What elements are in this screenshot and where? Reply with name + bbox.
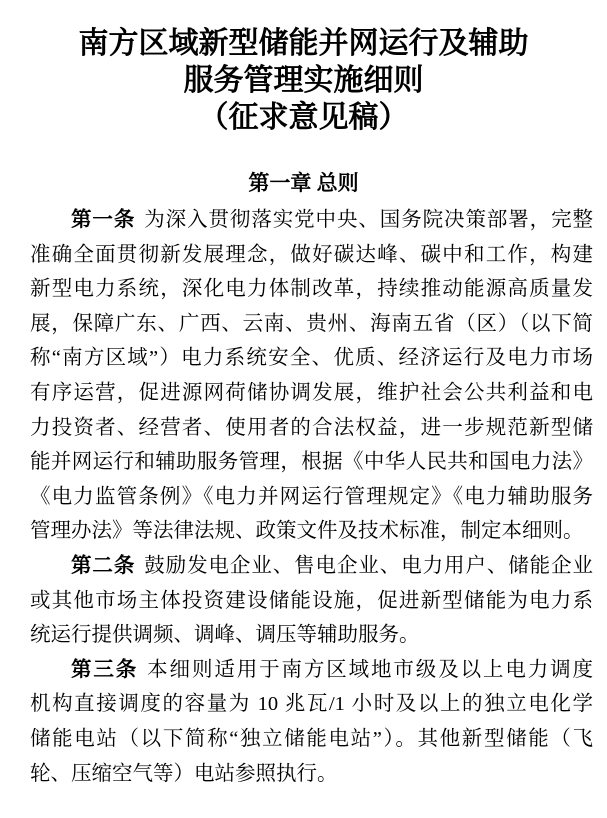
paragraph-line: 统运行提供调频、调峰、调压等辅助服务。 [30,624,420,647]
paragraph-line: 管理办法》等法律法规、政策文件及技术标准，制定本细则。 [30,520,584,543]
article-number: 第一条 [71,209,136,231]
paragraph-line: 有序运营，促进源网荷储协调发展，维护社会公共利益和电 [30,381,593,404]
paragraph-line: 或其他市场主体投资建设储能设施，促进新型储能为电力系 [30,589,593,612]
title-line-2: 服务管理实施细则 [183,64,424,97]
document-body [0,203,607,791]
article-number: 第二条 [71,554,136,577]
document-title [0,0,607,136]
paragraph-line: 称“南方区域”）电力系统安全、优质、经济运行及电力市场 [30,347,593,370]
paragraph-line [30,653,593,688]
paragraph-line [30,203,593,238]
chapter-heading: 第一章 总则 [248,171,359,195]
paragraph-line: 准确全面贯彻新发展理念，做好碳达峰、碳中和工作，构建 [30,243,593,266]
line-text: 本细则适用于南方区域地市级及以上电力调度 [147,658,594,681]
paragraph-line: 轮、压缩空气等）电站参照执行。 [30,762,338,785]
paragraph-line: 《电力监管条例》《电力并网运行管理规定》《电力辅助服务 [30,485,593,508]
paragraph-line: 机构直接调度的容量为 10 兆瓦/1 小时及以上的独立电化学 [30,693,593,716]
paragraph-line: 能并网运行和辅助服务管理，根据《中华人民共和国电力法》 [30,451,593,474]
line-text: 鼓励发电企业、售电企业、电力用户、储能企业 [144,554,594,577]
paragraph-line: 新型电力系统，深化电力体制改革，持续推动能源高质量发 [30,278,593,301]
paragraph-line: 展，保障广东、广西、云南、贵州、海南五省（区）（以下简 [30,312,593,335]
article-number: 第三条 [71,658,139,681]
paragraph-line [30,549,593,584]
line-text: 为深入贯彻落实党中央、国务院决策部署，完整 [144,209,594,231]
title-line-3: （征求意见稿） [198,101,409,134]
paragraph-line: 储能电站（以下简称“独立储能电站”）。其他新型储能（飞 [30,727,593,750]
paragraph-line: 力投资者、经营者、使用者的合法权益，进一步规范新型储 [30,416,593,439]
title-line-1: 南方区域新型储能并网运行及辅助 [78,27,529,60]
